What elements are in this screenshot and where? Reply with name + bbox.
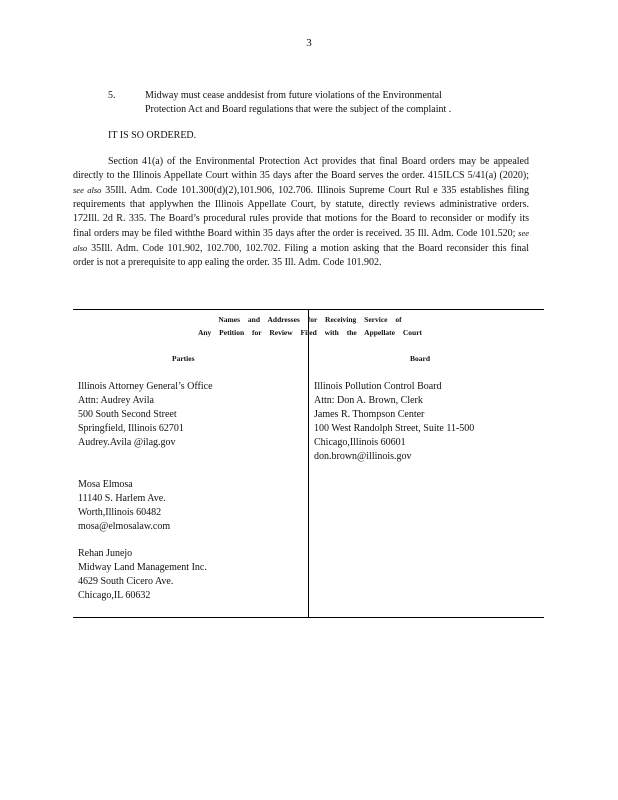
party-mosa-elmosa (78, 478, 170, 534)
party-line: Attn: Audrey Avila (78, 395, 154, 406)
column-header-board: Board (410, 354, 431, 363)
so-ordered: IT IS SO ORDERED. (108, 130, 197, 141)
para-part-3: 35Ill. Adm. Code 101.902, 102.700, 102.702. Filing a motion asking that the Board reconsider this final order is not a prerequisite to app ealing the order. 35 Ill. Adm. Code 101.902. (73, 243, 529, 268)
party-line: 4629 South Cicero Ave. (78, 576, 174, 587)
appeal-paragraph (73, 155, 529, 270)
para-part-1: Section 41(a) of the Environmental Protection Act provides that final Board orders may be appealed directly to the Illinois Appellate Court within 35 days after the Board serves the order. 415ILCS 5/41(a) (2020); (73, 156, 529, 181)
party-email: mosa@elmosalaw.com (78, 521, 171, 532)
column-header-parties: Parties (172, 354, 195, 363)
table-divider (308, 309, 309, 617)
item-line-2: Protection Act and Board regulations that were the subject of the complaint . (145, 104, 452, 115)
table-bottom-rule (73, 617, 544, 618)
party-rehan-junejo (78, 547, 207, 603)
party-line: Mosa Elmosa (78, 479, 133, 490)
see-also-1: see also (73, 185, 102, 195)
table-header (150, 313, 470, 339)
board-line: Attn: Don A. Brown, Clerk (314, 395, 423, 406)
para-part-2: 35Ill. Adm. Code 101.300(d)(2),101.906, 102.706. Illinois Supreme Court Rul e 335 establishes filing requirements that applywhen the Illinois Appellate Court, by statute, directly reviews administrative orders. 172Ill. 2d R. 335. The Board’s procedural rules provide that motions for the Board to reconsider or modify its final orders may be filed withthe Board within 35 days after the order is received. 35 Ill. Adm. Code 101.520; (73, 185, 529, 239)
party-line: Chicago,IL 60632 (78, 590, 151, 601)
table-header-line-1: Names and Addresses for Receiving Service of (218, 315, 402, 324)
item-number: 5. (108, 90, 116, 101)
page-number: 3 (306, 37, 312, 49)
party-line: 11140 S. Harlem Ave. (78, 493, 166, 504)
party-line: Worth,Illinois 60482 (78, 507, 162, 518)
board-line: Chicago,Illinois 60601 (314, 437, 406, 448)
party-email: Audrey.Avila @ilag.gov (78, 437, 176, 448)
party-line: Midway Land Management Inc. (78, 562, 207, 573)
board-email: don.brown@illinois.gov (314, 451, 412, 462)
party-line: Springfield, Illinois 62701 (78, 423, 184, 434)
board-line: James R. Thompson Center (314, 409, 425, 420)
see-also-2: see also (73, 228, 529, 253)
board-line: 100 West Randolph Street, Suite 11-500 (314, 423, 475, 434)
party-attorney-general (78, 380, 213, 450)
board-line: Illinois Pollution Control Board (314, 381, 442, 392)
item-line-1: Midway must cease anddesist from future violations of the Environmental (145, 90, 442, 101)
party-line: 500 South Second Street (78, 409, 177, 420)
board-address (314, 380, 474, 464)
party-line: Rehan Junejo (78, 548, 133, 559)
table-header-line-2: Any Petition for Review Filed with the Appellate Court (197, 328, 423, 337)
party-line: Illinois Attorney General’s Office (78, 381, 213, 392)
